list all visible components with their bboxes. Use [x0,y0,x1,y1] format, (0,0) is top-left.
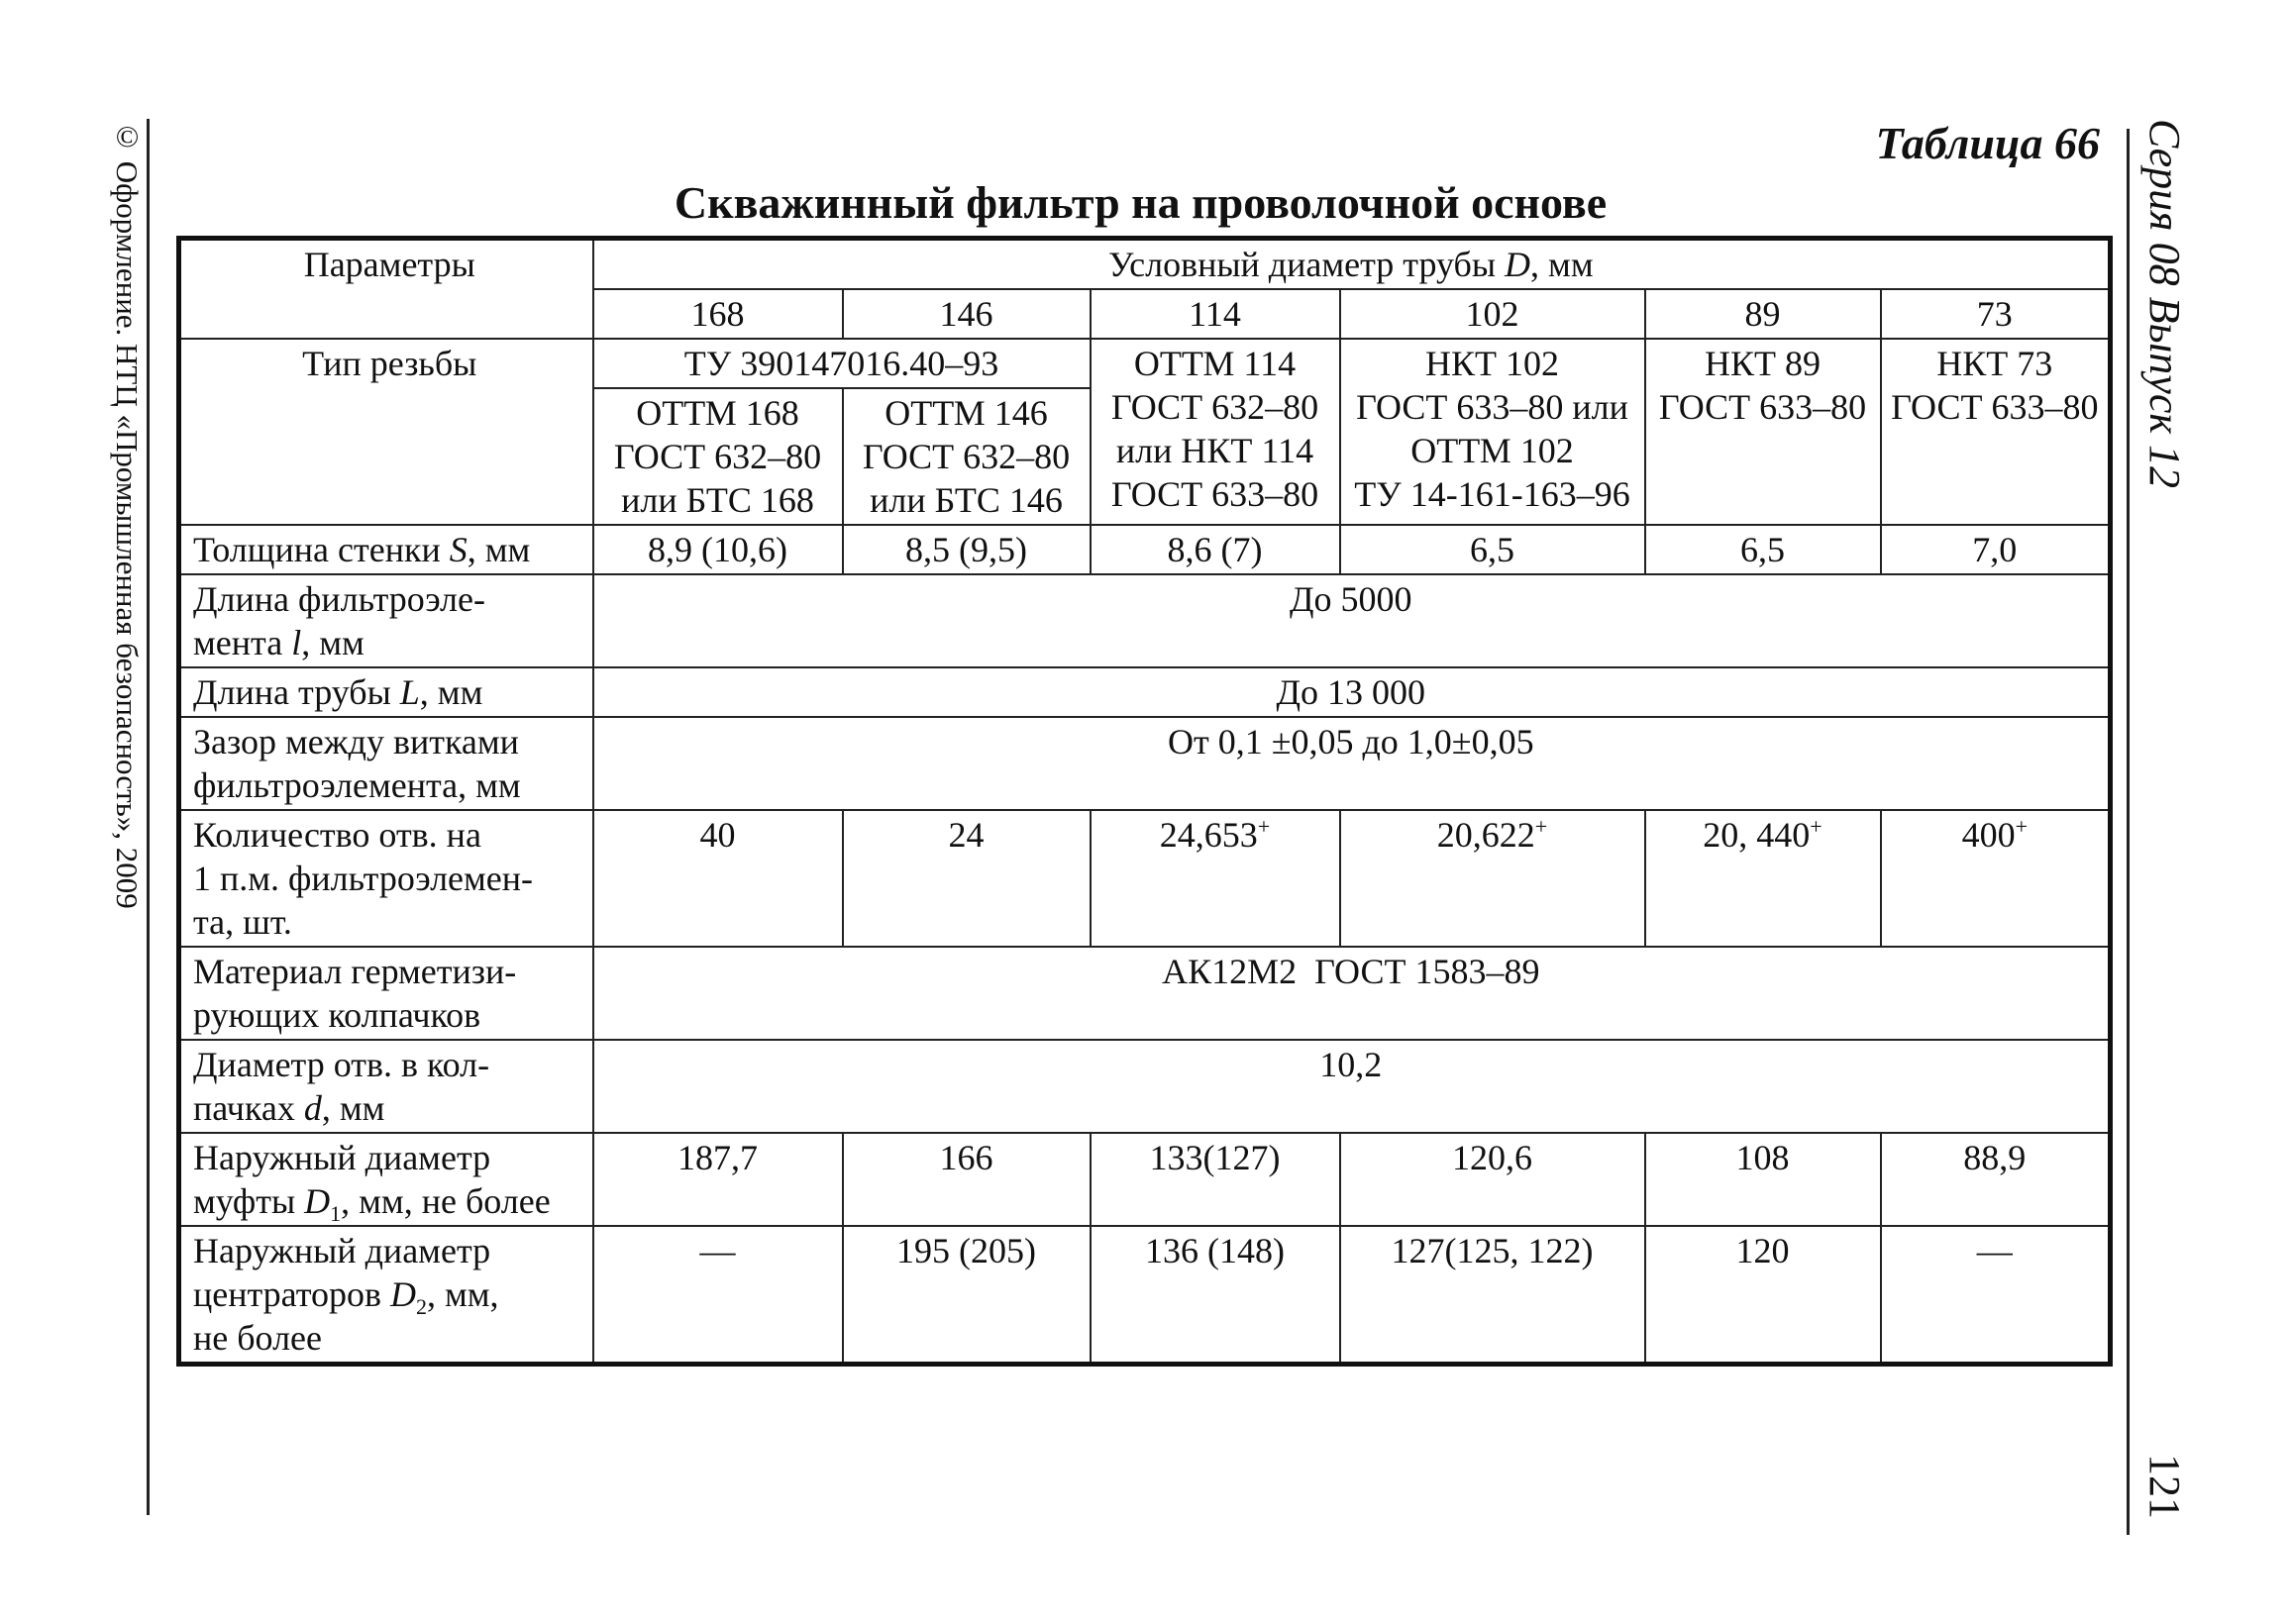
holes-value [843,810,1091,947]
thread-line: ГОСТ 633–80 [1110,474,1319,514]
label-line: Наружный диаметр [193,1231,491,1270]
label-text: пачках [193,1088,304,1128]
header-params-text: Параметры [303,245,475,284]
thread-row [179,339,2111,388]
wall-label [179,525,593,574]
material-label [179,947,593,1040]
label-text: муфты [193,1181,305,1221]
holes-value [593,810,843,947]
label-var: l [291,623,302,662]
coupling-value: 133(127) [1091,1133,1340,1226]
diameter-col: 102 [1340,289,1645,339]
filter-length-value: До 5000 [593,574,2111,667]
thread-73-cell [1881,339,2111,525]
header-diameter-cell [593,239,2111,290]
thread-line: ОТТМ 146 [885,393,1048,433]
centralizer-value: 127(125, 122) [1340,1226,1645,1365]
thread-168-cell [593,388,843,525]
holes-value [1091,810,1340,947]
coupling-label [179,1133,593,1226]
thread-tu-cell: ТУ 390147016.40–93 [593,339,1091,388]
coupling-value: 88,9 [1881,1133,2111,1226]
holes-value-text: 24,653 [1159,815,1258,855]
thread-line: ТУ 14-161-163–96 [1354,474,1630,514]
thread-line: или БТС 146 [870,480,1063,520]
holes-row [179,810,2111,947]
label-line: фильтроэлемента, мм [193,765,521,805]
coupling-row [179,1133,2111,1226]
label-unit: , мм, [426,1274,499,1314]
coupling-value: 187,7 [593,1133,843,1226]
centralizer-row [179,1226,2111,1365]
header-diameter-text: Условный диаметр трубы [1107,245,1506,284]
thread-line: или БТС 168 [621,480,814,520]
thread-label [179,339,593,525]
label-subscript: 2 [415,1294,427,1320]
centralizer-value: — [1881,1226,2111,1365]
right-margin-rule [2127,129,2130,1535]
holes-value-text: 20, 440 [1703,815,1811,855]
wall-label-text: Толщина стенки [193,530,450,569]
parameters-table [176,236,2113,1367]
wall-value: 8,6 (7) [1091,525,1340,574]
label-line: Наружный диаметр [193,1138,491,1177]
label-line: Количество отв. на [193,815,481,855]
centralizer-value: — [593,1226,843,1365]
plus-superscript: + [2015,814,2028,839]
wall-value: 8,9 (10,6) [593,525,843,574]
filter-length-row [179,574,2111,667]
thread-line: ГОСТ 633–80 [1891,387,2099,427]
label-unit: , мм [419,672,483,712]
label-subscript: 1 [330,1201,342,1227]
label-line: 1 п.м. фильтроэлемен- [193,859,534,898]
material-row [179,947,2111,1040]
gap-value: От 0,1 ±0,05 до 1,0±0,05 [593,717,2111,810]
coupling-value: 166 [843,1133,1091,1226]
label-line: Длина фильтроэле- [193,579,485,619]
page-number: 121 [2140,1454,2189,1519]
wall-label-unit: , мм [467,530,531,569]
thread-89-cell [1645,339,1881,525]
label-var: D [304,1181,331,1221]
centralizer-label [179,1226,593,1365]
label-line [193,1086,586,1130]
cap-hole-label [179,1040,593,1133]
thread-label-text: Тип резьбы [302,344,477,383]
label-var: D [389,1274,416,1314]
gap-label [179,717,593,810]
holes-value [1645,810,1881,947]
holes-value-text: 40 [699,815,736,855]
holes-value-text: 24 [948,815,985,855]
label-line: не более [193,1318,323,1358]
label-text: центраторов [193,1274,390,1314]
label-var: L [399,672,420,712]
label-var: d [303,1088,322,1128]
label-line: Диаметр отв. в кол- [193,1045,490,1084]
thread-114-cell [1091,339,1340,525]
pipe-length-value: До 13 000 [593,667,2111,717]
thread-line: или НКТ 114 [1115,431,1314,470]
centralizer-value: 120 [1645,1226,1881,1365]
diameter-col: 89 [1645,289,1881,339]
plus-superscript: + [1810,814,1822,839]
wall-value: 6,5 [1645,525,1881,574]
label-line: Материал герметизи- [193,952,517,991]
thread-line: ГОСТ 632–80 [613,437,822,476]
pipe-length-label [179,667,593,717]
thread-line: ОТТМ 114 [1133,344,1297,383]
centralizer-value: 136 (148) [1091,1226,1340,1365]
holes-value [1340,810,1645,947]
diameter-col: 146 [843,289,1091,339]
header-diameter-var: D [1505,245,1531,284]
label-line: та, шт. [193,902,292,942]
label-line [193,1179,586,1227]
thread-line: ГОСТ 632–80 [1110,387,1319,427]
coupling-value: 108 [1645,1133,1881,1226]
thread-line: ГОСТ 633–80 [1658,387,1867,427]
label-unit: , мм [301,623,364,662]
material-value-text: АК12М2 ГОСТ 1583–89 [1162,952,1540,991]
plus-superscript: + [1257,814,1271,839]
left-margin-rule [147,119,150,1515]
diameter-col: 114 [1091,289,1340,339]
label-line: Зазор между витками [193,722,519,761]
copyright-note: © Оформление. НТЦ «Промышленная безопасность», 2009 [110,119,145,909]
cap-hole-value: 10,2 [593,1040,2111,1133]
series-label: Серия 08 Выпуск 12 [2140,119,2189,488]
diameter-col: 168 [593,289,843,339]
coupling-value: 120,6 [1340,1133,1645,1226]
thread-line: ГОСТ 632–80 [862,437,1071,476]
thread-line: НКТ 89 [1705,344,1821,383]
wall-value: 6,5 [1340,525,1645,574]
wall-value: 8,5 (9,5) [843,525,1091,574]
table-number: Таблица 66 [1875,118,2100,168]
header-diameter-unit: , мм [1530,245,1594,284]
label-text: Длина трубы [193,672,400,712]
label-line: рующих колпачков [193,995,481,1035]
thread-146-cell [843,388,1091,525]
diameter-col: 73 [1881,289,2111,339]
table-title: Скважинный фильтр на проволочной основе [674,177,1608,228]
holes-label [179,810,593,947]
gap-row [179,717,2111,810]
thread-line: ГОСТ 633–80 или [1356,387,1628,427]
label-unit: , мм, не более [341,1181,551,1221]
holes-value [1881,810,2111,947]
thread-line: НКТ 102 [1425,344,1559,383]
holes-value-text: 400 [1961,815,2016,855]
thread-102-cell [1340,339,1645,525]
cap-hole-row [179,1040,2111,1133]
label-text: мента [193,623,292,662]
thread-line: НКТ 73 [1936,344,2053,383]
wall-row [179,525,2111,574]
material-value [593,947,2111,1040]
label-line [193,621,586,664]
centralizer-value: 195 (205) [843,1226,1091,1365]
pipe-length-row [179,667,2111,717]
thread-line: ОТТМ 168 [636,393,799,433]
thread-line: ОТТМ 102 [1410,431,1574,470]
label-line [193,1272,586,1320]
filter-length-label [179,574,593,667]
plus-superscript: + [1534,814,1548,839]
header-row [179,239,2111,290]
header-params-cell [179,239,593,340]
holes-value-text: 20,622 [1436,815,1535,855]
label-unit: , мм [321,1088,385,1128]
wall-value: 7,0 [1881,525,2111,574]
wall-label-var: S [449,530,468,569]
